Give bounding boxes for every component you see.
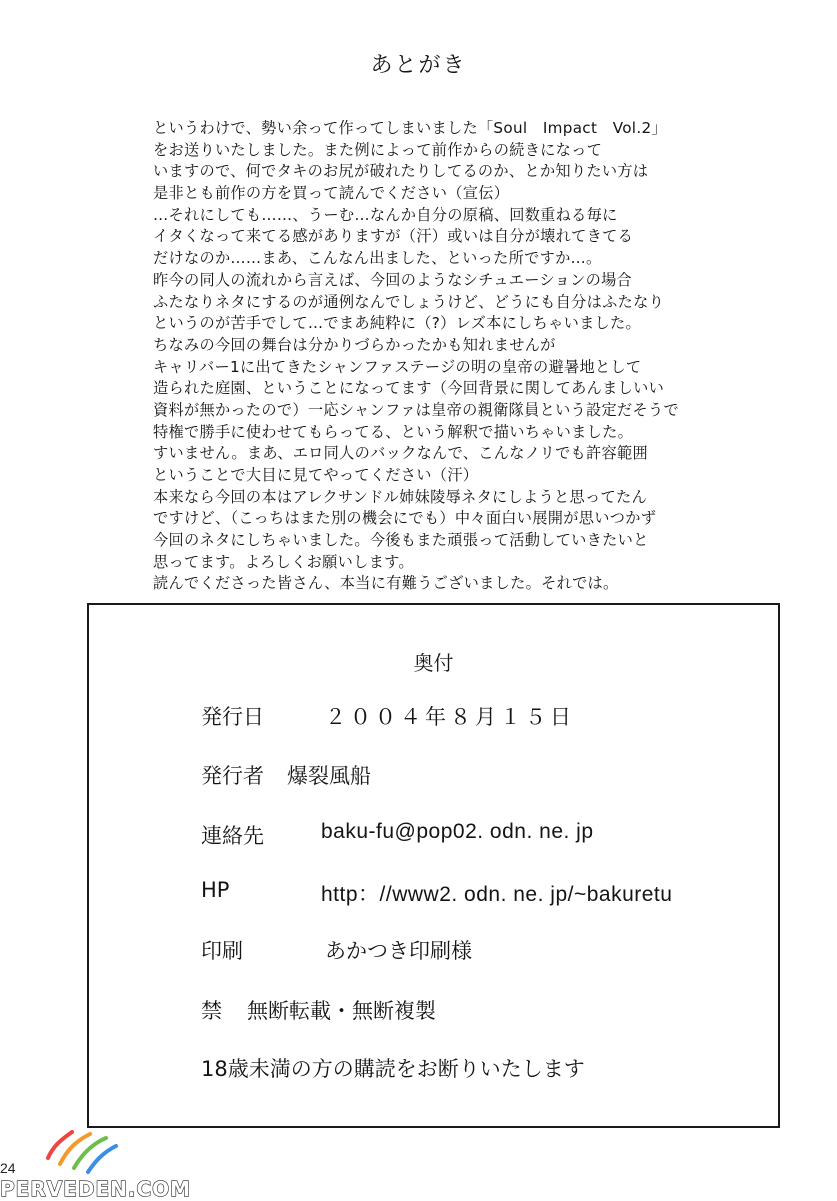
age-notice: 18歳未満の方の購読をお断りいたします	[201, 1057, 585, 1081]
afterword-line: ふたなりネタにするのが通例なんでしょうけど、どうにも自分はふたなり	[153, 292, 665, 311]
afterword-text	[153, 118, 713, 595]
printer-label: 印刷	[201, 939, 243, 963]
afterword-line: ですけど、（こっちはまた別の機会にでも）中々面白い展開が思いつかず	[153, 509, 657, 528]
contact-label: 連絡先	[201, 824, 264, 848]
afterword-line: 昨今の同人の流れから言えば、今回のようなシチュエーションの場合	[153, 270, 633, 289]
publisher-label: 発行者	[201, 764, 264, 788]
afterword-line: …それにしても……、うーむ…なんか自分の原稿、回数重ねる毎に	[153, 205, 618, 224]
publisher-value: 爆裂風船	[287, 764, 371, 788]
age-notice-row	[201, 1053, 585, 1083]
printer-value: あかつき印刷様	[325, 939, 472, 963]
afterword-line: 造られた庭園、ということになってます（今回背景に関してあんましいい	[153, 379, 665, 398]
colophon-box	[87, 603, 780, 1128]
watermark-text: PERVEDEN.COM	[0, 1177, 192, 1201]
issue-date-label: 発行日	[201, 705, 264, 729]
afterword-line: すいません。まあ、エロ同人のバックなんで、こんなノリでも許容範囲	[153, 444, 648, 463]
afterword-line: 思ってます。よろしくお願いします。	[153, 552, 414, 571]
afterword-title: あとがき	[370, 53, 467, 78]
afterword-line: ということで大目に見てやってください（汗）	[153, 466, 479, 484]
homepage-label: HP	[201, 878, 230, 902]
afterword-line: ちなみの今回の舞台は分かりづらかったかも知れませんが	[153, 335, 556, 354]
afterword-line: だけなのか……まあ、こんなん出ました、といった所ですか…。	[153, 249, 602, 268]
prohibited-label: 禁	[201, 999, 222, 1023]
page-number: 24	[0, 1160, 16, 1176]
homepage-url: http：//www2. odn. ne. jp/~bakuretu	[321, 883, 673, 906]
afterword-line: というのが苦手でして…でまあ純粋に（?）レズ本にしちゃいました。	[153, 314, 642, 333]
colophon-title: 奥付	[413, 651, 454, 675]
issue-date-value: ２００４年８月１５日	[325, 705, 575, 729]
afterword-line: 資料が無かったので）一応シャンファは皇帝の親衛隊員という設定だそうで	[153, 400, 679, 419]
afterword-line: をお送りいたしました。また例によって前作からの続きになって	[153, 140, 603, 159]
afterword-line: 今回のネタにしちゃいました。今後もまた頑張って活動していきたいと	[153, 531, 649, 550]
prohibited-value: 無断転載・無断複製	[247, 999, 436, 1023]
afterword-line: 特権で勝手に使わせてもらってる、という解釈で描いちゃいました。	[153, 422, 634, 441]
afterword-line: というわけで、勢い余って作ってしまいました「Soul Impact Vol.2」	[153, 119, 667, 137]
watermark-logo-icon	[40, 1118, 120, 1176]
afterword-line: 読んでくださった皆さん、本当に有難うございました。それでは。	[153, 574, 619, 593]
afterword-line: いますので、何でタキのお尻が破れたりしてるのか、とか知りたい方は	[153, 162, 649, 181]
afterword-line: 本来なら今回の本はアレクサンドル姉妹陵辱ネタにしようと思ってたん	[153, 487, 647, 506]
afterword-line: イタくなって来てる感がありますが（汗）或いは自分が壊れてきてる	[153, 227, 634, 246]
contact-email: baku-fu@pop02. odn. ne. jp	[321, 820, 594, 843]
afterword-line: キャリバー1に出てきたシャンファステージの明の皇帝の避暑地として	[153, 357, 642, 376]
afterword-line: 是非とも前作の方を買って読んでください（宣伝）	[153, 184, 510, 203]
